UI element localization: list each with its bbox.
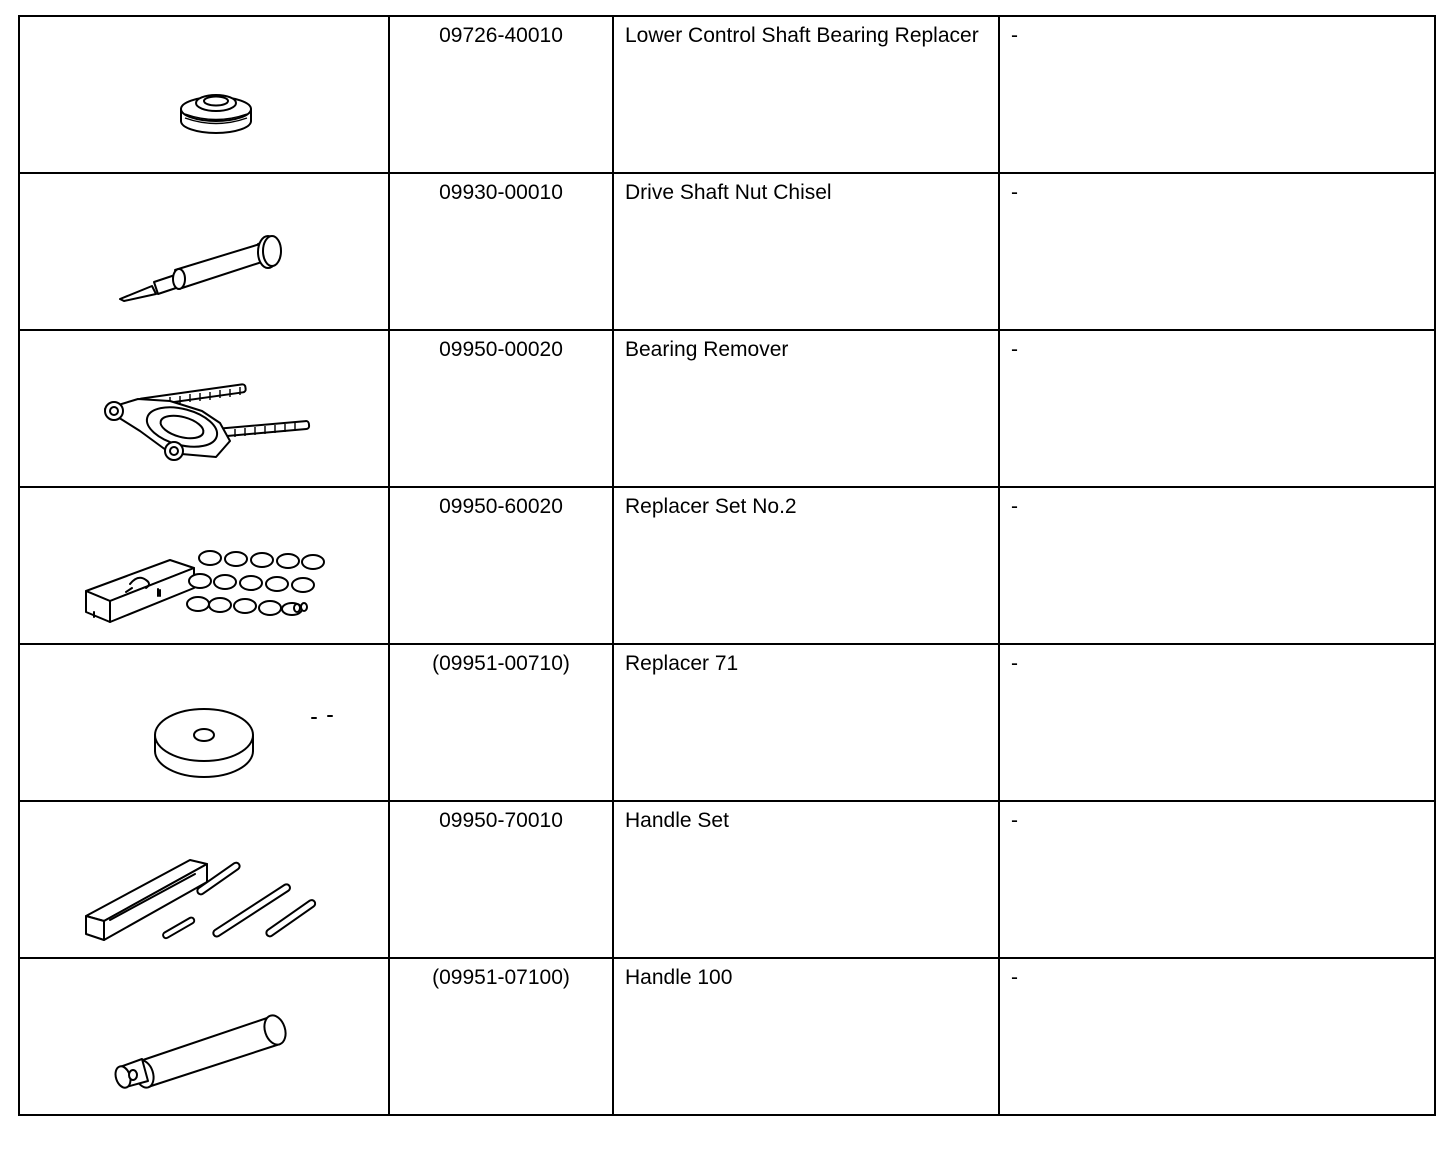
part-number: 09950-00020 [389,330,613,487]
tool-name: Lower Control Shaft Bearing Replacer [613,16,999,173]
remark: - [999,801,1435,958]
remark: - [999,330,1435,487]
illustration-cell [19,644,389,801]
part-number: 09950-70010 [389,801,613,958]
illustration-cell [19,330,389,487]
tool-name: Bearing Remover [613,330,999,487]
nut-chisel-illustration [20,174,388,331]
bearing-replacer-illustration [20,17,388,174]
tool-name: Handle 100 [613,958,999,1115]
illustration-cell [19,487,389,644]
remark: - [999,173,1435,330]
part-number: (09951-07100) [389,958,613,1115]
remark: - [999,958,1435,1115]
table-row [19,330,1435,487]
tool-name: Drive Shaft Nut Chisel [613,173,999,330]
tool-name: Replacer 71 [613,644,999,801]
special-service-tools-table [18,15,1436,1116]
handle-illustration [20,959,388,1116]
illustration-cell [19,16,389,173]
tool-name: Handle Set [613,801,999,958]
table-row [19,487,1435,644]
replacer-disc-illustration [20,645,388,802]
table-row [19,173,1435,330]
illustration-cell [19,801,389,958]
illustration-cell [19,173,389,330]
bearing-remover-illustration [20,331,388,488]
remark: - [999,487,1435,644]
part-number: (09951-00710) [389,644,613,801]
part-number: 09726-40010 [389,16,613,173]
table-row [19,644,1435,801]
tool-name: Replacer Set No.2 [613,487,999,644]
part-number: 09950-60020 [389,487,613,644]
table-row [19,801,1435,958]
remark: - [999,16,1435,173]
handle-set-illustration [20,802,388,959]
table-row [19,958,1435,1115]
part-number: 09930-00010 [389,173,613,330]
illustration-cell [19,958,389,1115]
replacer-set-illustration [20,488,388,645]
remark: - [999,644,1435,801]
table-row [19,16,1435,173]
